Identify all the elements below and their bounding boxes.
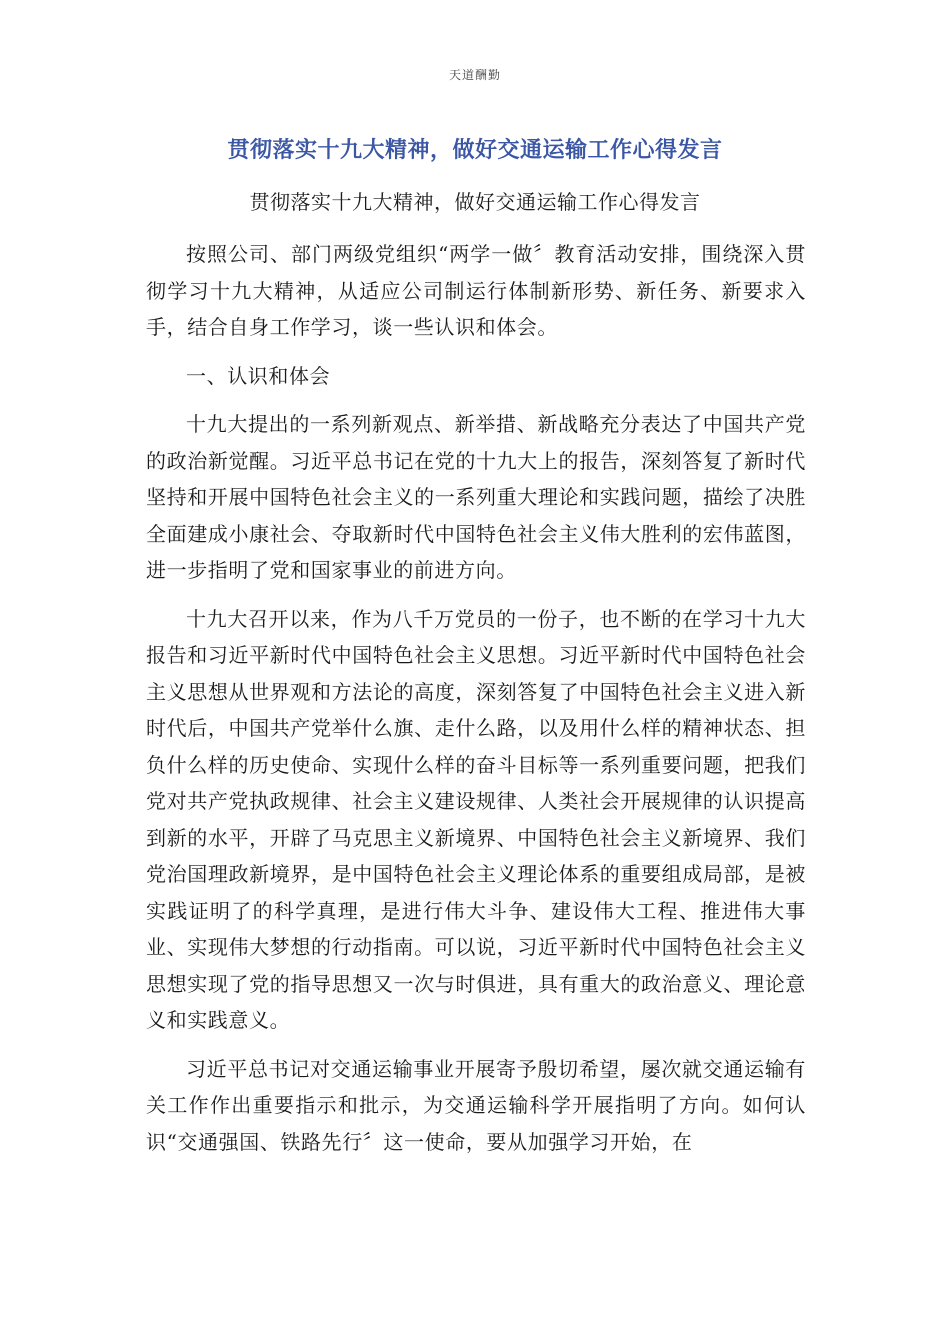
paragraph-1: 十九大提出的一系列新观点、新举措、新战略充分表达了中国共产党的政治新觉醒。习近平总书记在党的十九大上的报告，深刻答复了新时代坚持和开展中国特色社会主义的一系列重大理论和实践问题，描绘了决胜全面建成小康社会、夺取新时代中国特色社会主义伟大胜利的宏伟蓝图，进一步指明了党和国家事业的前进方向。	[146, 412, 806, 582]
paragraph-2: 十九大召开以来，作为八千万党员的一份子，也不断的在学习十九大报告和习近平新时代中国特色社会主义思想。习近平新时代中国特色社会主义思想从世界观和方法论的高度，深刻答复了中国特色社会主义进入新时代后，中国共产党举什么旗、走什么路，以及用什么样的精神状态、担负什么样的历史使命、实现什么样的奋斗目标等一系列重要问题，把我们党对共产党执政规律、社会主义建设规律、人类社会开展规律的认识提高到新的水平，开辟了马克思主义新境界、中国特色社会主义新境界、我们党治国理政新境界，是中国特色社会主义理论体系的重要组成局部，是被实践证明了的科学真理，是进行伟大斗争、建设伟大工程、推进伟大事业、实现伟大梦想的行动指南。可以说，习近平新时代中国特色社会主义思想实现了党的指导思想又一次与时俱进，具有重大的政治意义、理论意义和实践意义。	[146, 606, 806, 1032]
paragraph-3: 习近平总书记对交通运输事业开展寄予殷切希望，屡次就交通运输有关工作作出重要指示和批示，为交通运输科学开展指明了方向。如何认识“交通强国、铁路先行〞这一使命，要从加强学习开始，在	[146, 1056, 806, 1154]
section-heading: 一、认识和体会	[186, 363, 331, 388]
page-header: 天道酬勤	[448, 68, 501, 82]
paragraph-intro: 按照公司、部门两级党组织“两学一做〞教育活动安排，围绕深入贯彻学习十九大精神，从适应公司制运行体制新形势、新任务、新要求入手，结合自身工作学习，谈一些认识和体会。	[146, 242, 806, 339]
document-title: 贯彻落实十九大精神，做好交通运输工作心得发言	[227, 138, 723, 163]
document-subtitle: 贯彻落实十九大精神，做好交通运输工作心得发言	[249, 190, 701, 214]
document-body	[146, 236, 806, 1172]
